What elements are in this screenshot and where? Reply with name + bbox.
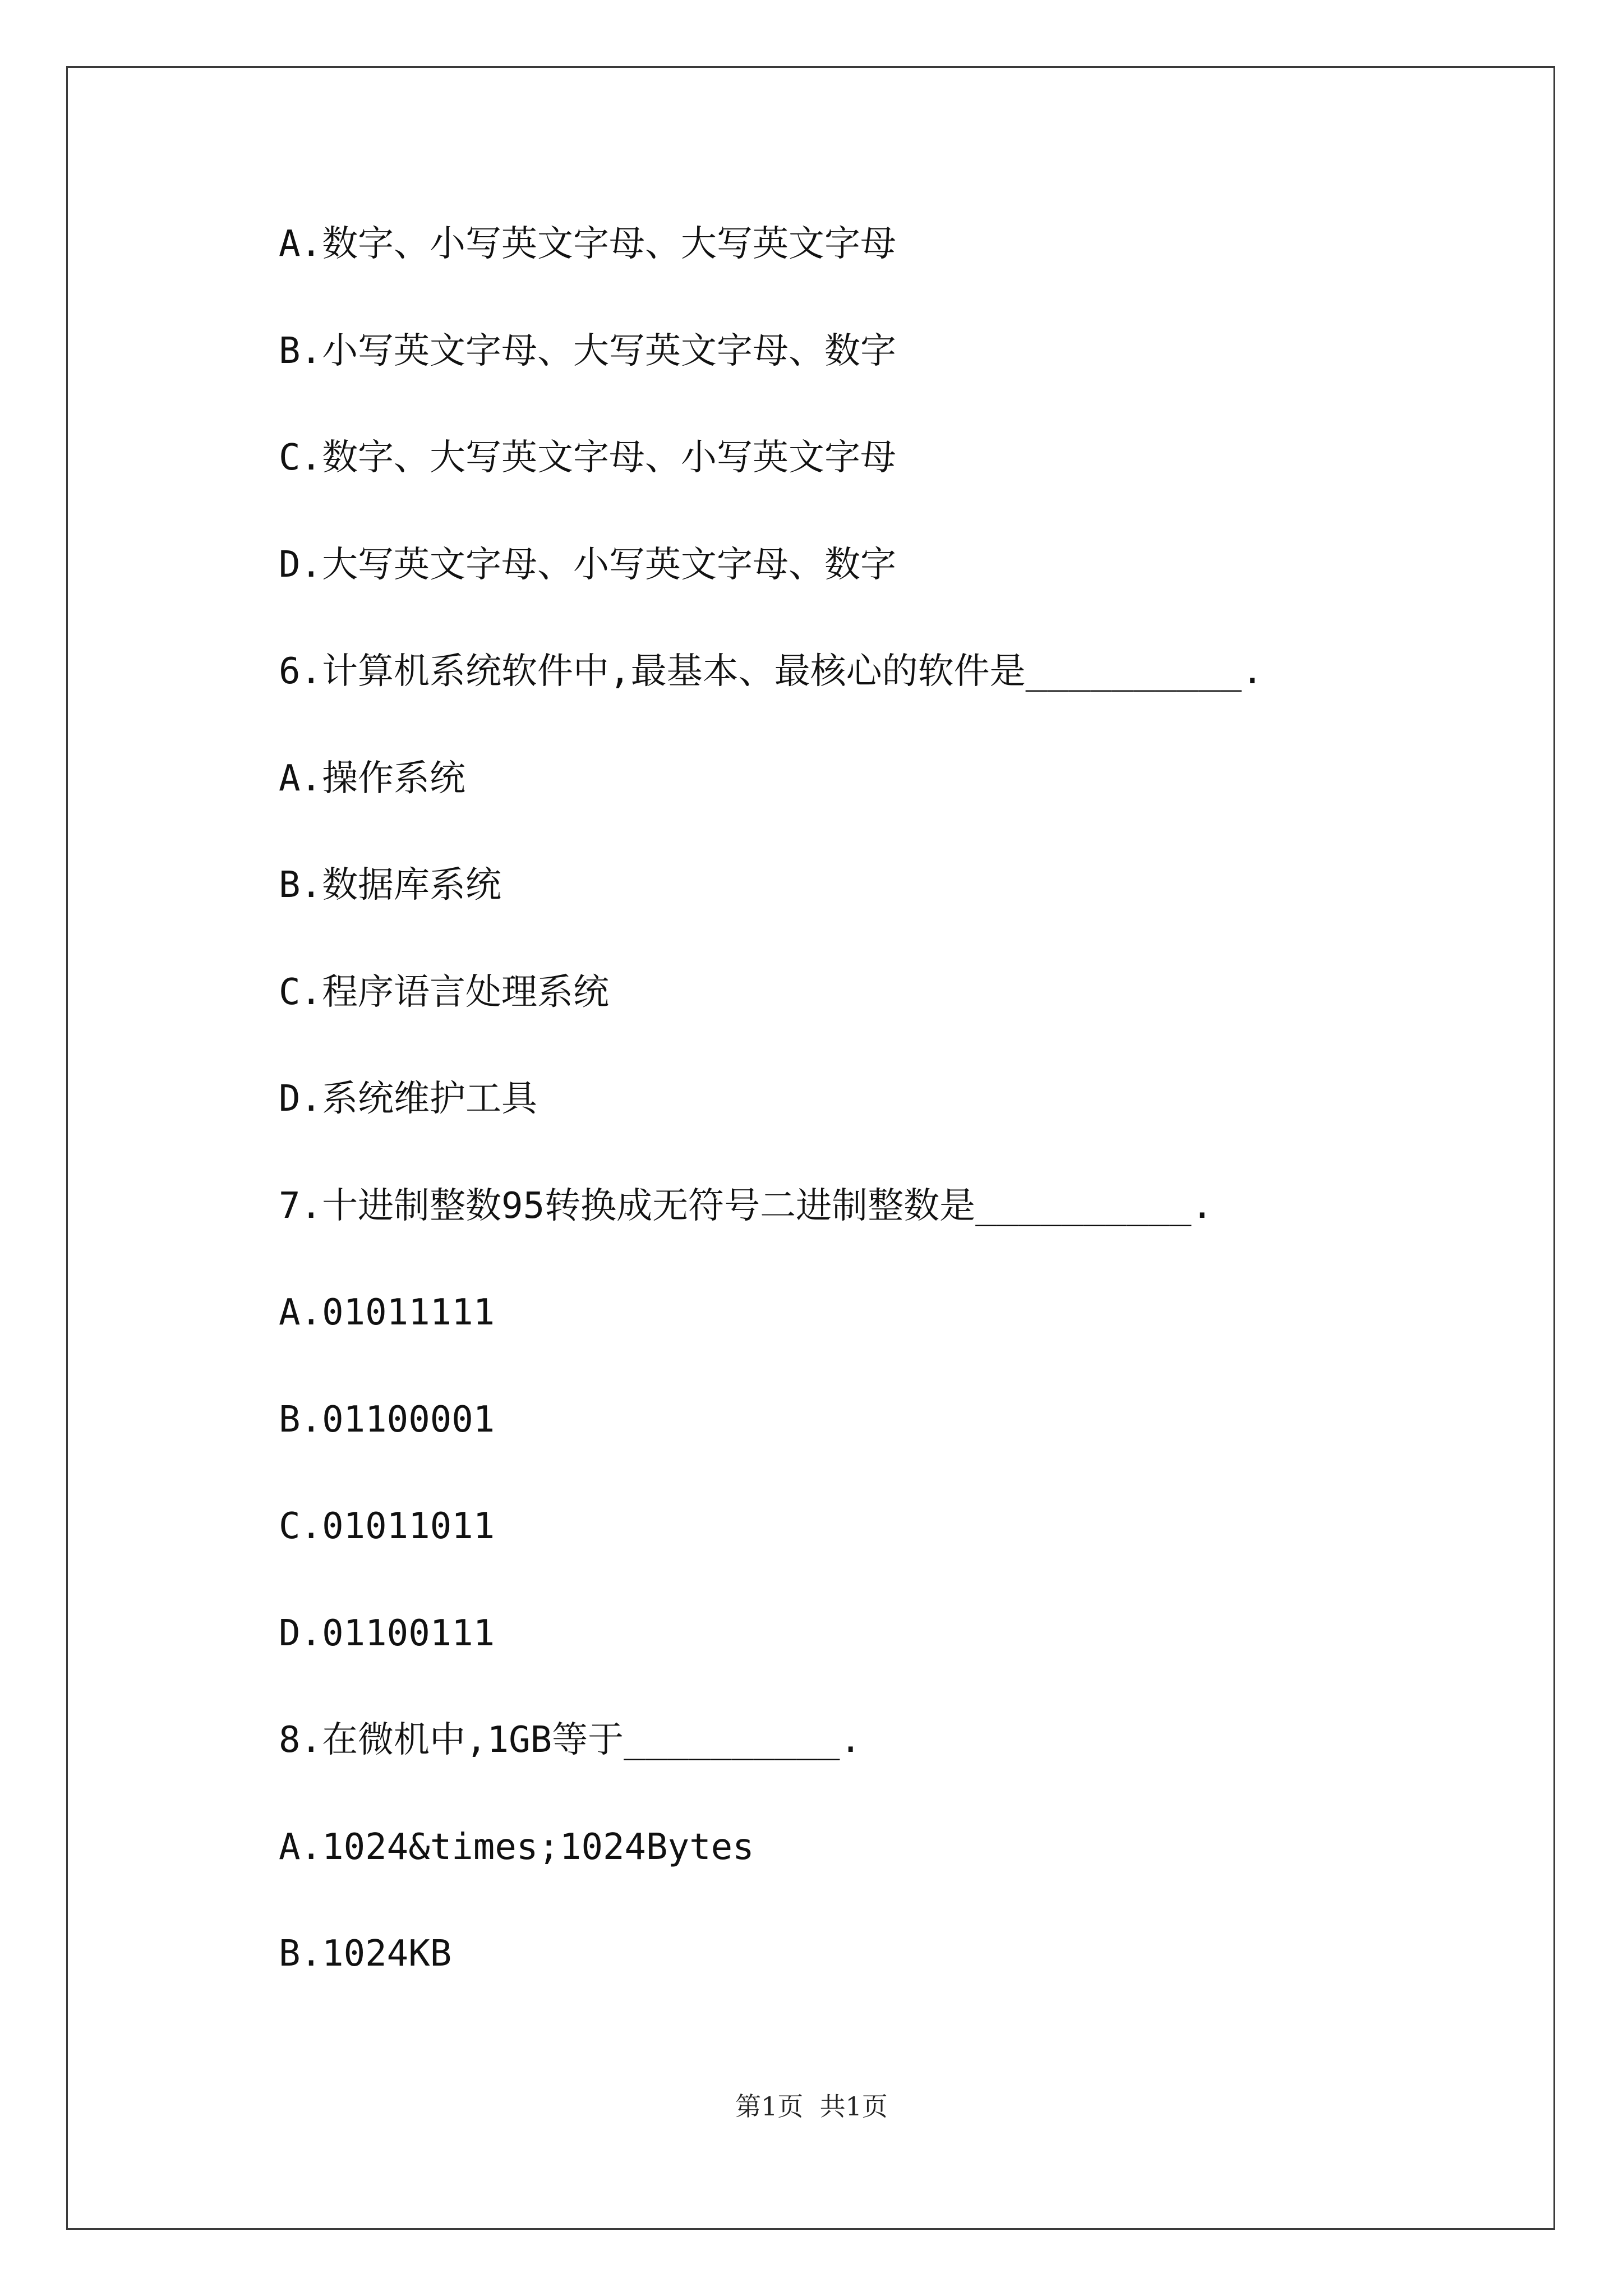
- option-line: A.01011111: [279, 1292, 495, 1333]
- option-line: B.小写英文字母、大写英文字母、数字: [279, 330, 897, 372]
- option-line: D.大写英文字母、小写英文字母、数字: [279, 544, 897, 586]
- page-number-footer: 第1页 共1页: [735, 2091, 888, 2122]
- option-line: B.数据库系统: [279, 864, 502, 906]
- option-line: D.系统维护工具: [279, 1078, 538, 1120]
- option-line: A.1024&times;1024Bytes: [279, 1826, 754, 1868]
- option-line: C.程序语言处理系统: [279, 971, 610, 1013]
- option-line: B.1024KB: [279, 1933, 452, 1975]
- document-body: [279, 222, 1484, 2039]
- option-line: A.操作系统: [279, 757, 466, 799]
- option-line: A.数字、小写英文字母、大写英文字母: [279, 223, 897, 265]
- option-line: C.数字、大写英文字母、小写英文字母: [279, 437, 897, 478]
- question-line: 6.计算机系统软件中,最基本、最核心的软件是__________.: [279, 651, 1264, 692]
- option-line: D.01100111: [279, 1612, 495, 1654]
- option-line: C.01011011: [279, 1506, 495, 1547]
- option-line: B.01100001: [279, 1398, 495, 1441]
- question-line: 8.在微机中,1GB等于__________.: [279, 1719, 862, 1761]
- question-line: 7.十进制整数95转换成无符号二进制整数是__________.: [279, 1185, 1213, 1227]
